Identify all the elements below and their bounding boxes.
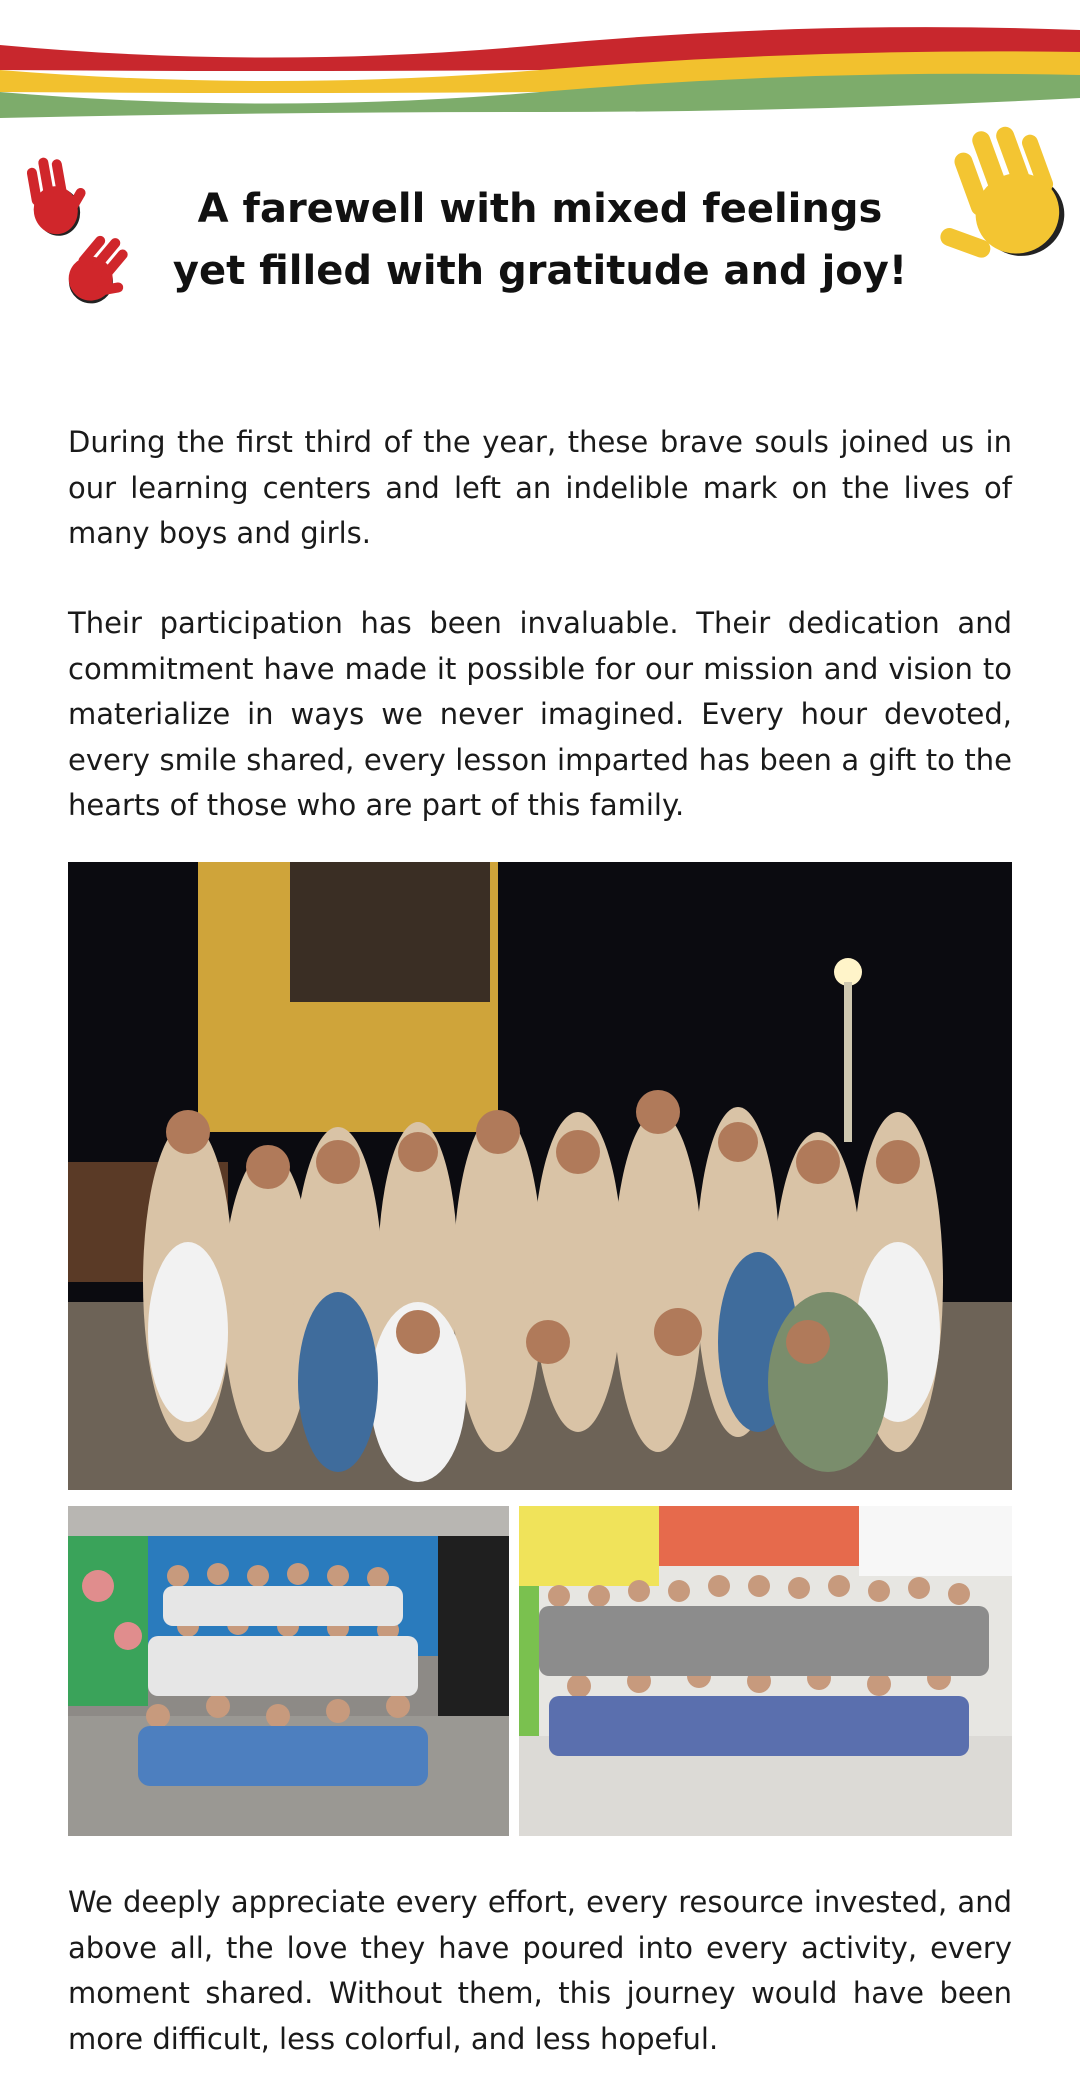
closing-paragraph: We deeply appreciate every effort, every resource invested, and above all, the love they have poured into every activity, every moment shared. Without them, this journey would have been more difficult, less colorful, and less hopeful. — [68, 1885, 1012, 2056]
tricolor-banner — [0, 0, 1080, 130]
group-photo-night — [68, 862, 1012, 1490]
children-group-photo — [68, 1506, 509, 1836]
intro-paragraph: During the first third of the year, these brave souls joined us in our learning centers and left an indelible mark on the lives of many boys and girls. — [68, 425, 1012, 550]
gratitude-paragraph: Their participation has been invaluable. Their dedication and commitment have made it possible for our mission and vision to materialize in ways we never imagined. Every hour devoted, every smile shared, every lesson imparted has been a gift to the hearts of those who are part of this family. — [68, 606, 1012, 822]
page-title — [0, 178, 1080, 302]
classroom-group-photo — [519, 1506, 1012, 1836]
title-line-2: yet filled with gratitude and joy! — [172, 248, 908, 294]
title-line-1: A farewell with mixed feelings — [197, 186, 883, 232]
